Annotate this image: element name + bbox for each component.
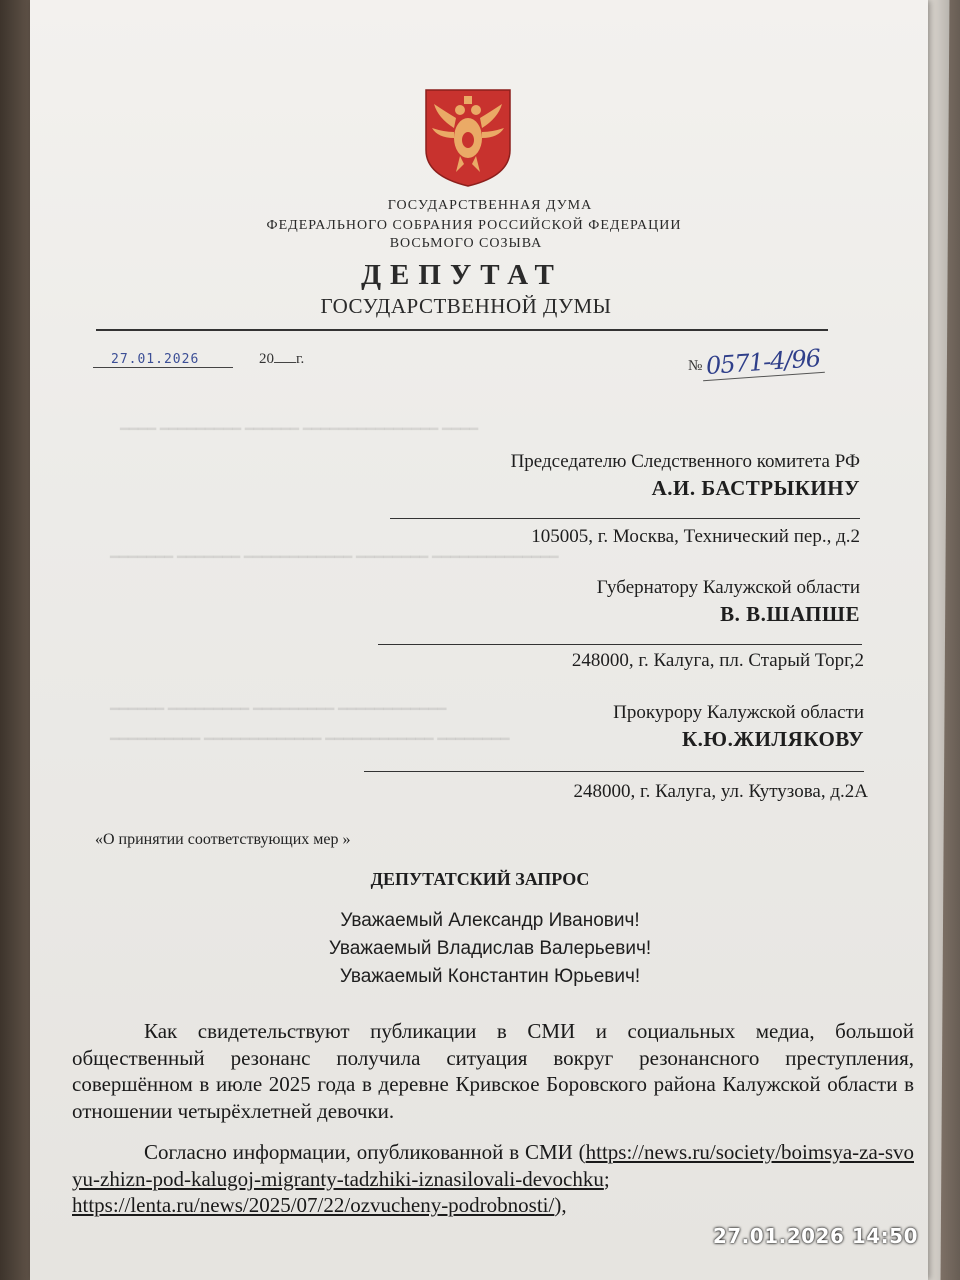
body-paragraph-1: Как свидетельствуют публикации в СМИ и социальных медиа, большой общественный резонанс получила ситуация вокруг резонансного преступления, совершённом в июле 2025 года в деревне Кривское Боровского района Калужской области в отношении четырёхлетней девочки. bbox=[72, 1019, 914, 1123]
addressee-title: Прокурору Калужской области bbox=[613, 702, 864, 723]
addressee-underline bbox=[390, 518, 860, 519]
link-separator: ; bbox=[603, 1166, 610, 1191]
show-through-text: ━━━━━━ ━━━━━━━━━ ━━━━━━━━━ ━━━━━━━━━━━━ bbox=[110, 702, 447, 718]
photo-timestamp: 27.01.2026 14:50 bbox=[712, 1224, 918, 1248]
registration-number bbox=[688, 344, 824, 380]
year-suffix: г. bbox=[296, 351, 305, 367]
paragraph-2-start: Согласно информации, опубликованной в СМИ ( bbox=[144, 1140, 586, 1164]
subject-line: «О принятии соответствующих мер » bbox=[95, 831, 351, 848]
addressee-2-postal: 248000, г. Калуга, пл. Старый Торг,2 bbox=[571, 650, 864, 671]
addressee-name: А.И. БАСТРЫКИНУ bbox=[651, 476, 860, 500]
source-link-news-ru[interactable]: https://news.ru/society/boimsya-za-svoyu-zhizn-pod-kalugoj-migranty-tadzhiki-iznasilovali-devochku bbox=[72, 1140, 914, 1191]
addressee-title: Губернатору Калужской области bbox=[596, 577, 860, 598]
addressee-3-postal: 248000, г. Калуга, ул. Кутузова, д.2А bbox=[573, 781, 868, 802]
handwritten-number: 0571-4/96 bbox=[701, 344, 825, 381]
addressee-underline bbox=[364, 771, 864, 772]
greeting-3: Уважаемый Константин Юрьевич! bbox=[339, 966, 641, 987]
header-line-2: ФЕДЕРАЛЬНОГО СОБРАНИЯ РОССИЙСКОЙ ФЕДЕРАЦИИ bbox=[266, 218, 682, 233]
addressee-2 bbox=[597, 577, 860, 627]
addressee-underline bbox=[378, 644, 862, 645]
show-through-text: ━━━━ ━━━━━━━━━ ━━━━━━ ━━━━━━━━━━━━━━━ ━━━━ bbox=[120, 422, 479, 438]
date-field bbox=[93, 351, 304, 368]
header-line-3: ВОСЬМОГО СОЗЫВА bbox=[389, 236, 543, 251]
header-subtitle: ГОСУДАРСТВЕННОЙ ДУМЫ bbox=[320, 294, 612, 318]
body-paragraph-2 bbox=[72, 1139, 914, 1219]
addressee-name: В. В.ШАПШЕ bbox=[720, 602, 860, 626]
greeting-1: Уважаемый Александр Иванович! bbox=[340, 910, 640, 931]
page-shadow bbox=[930, 0, 960, 1280]
paragraph-2-end: ), bbox=[554, 1193, 567, 1217]
addressee-3 bbox=[613, 702, 864, 752]
show-through-text: ━━━━━━━━━━ ━━━━━━━━━━━━━ ━━━━━━━━━━━━ ━━━━━━━━ bbox=[110, 732, 510, 748]
header-line-1: ГОСУДАРСТВЕННАЯ ДУМА bbox=[387, 198, 593, 213]
addressee-1 bbox=[511, 451, 860, 501]
header-title: ДЕПУТАТ bbox=[361, 259, 563, 291]
date-stamp: 27.01.2026 bbox=[93, 352, 233, 368]
show-through-text: ━━━━━━━ ━━━━━━━ ━━━━━━━━━━━━ ━━━━━━━━ ━━━━━━━━━━━━━━ bbox=[110, 550, 559, 566]
year-prefix: 20 bbox=[259, 351, 274, 367]
header-divider bbox=[96, 329, 828, 331]
document-title: ДЕПУТАТСКИЙ ЗАПРОС bbox=[370, 869, 590, 889]
addressee-name: К.Ю.ЖИЛЯКОВУ bbox=[681, 727, 864, 751]
source-link-lenta-ru[interactable]: https://lenta.ru/news/2025/07/22/ozvucheny-podrobnosti/ bbox=[72, 1193, 555, 1217]
greeting-2: Уважаемый Владислав Валерьевич! bbox=[328, 938, 652, 959]
addressee-title: Председателю Следственного комитета РФ bbox=[510, 451, 860, 472]
addressee-1-postal: 105005, г. Москва, Технический пер., д.2 bbox=[531, 526, 860, 547]
russian-coat-of-arms-icon bbox=[424, 88, 512, 188]
number-label: № bbox=[688, 358, 703, 374]
